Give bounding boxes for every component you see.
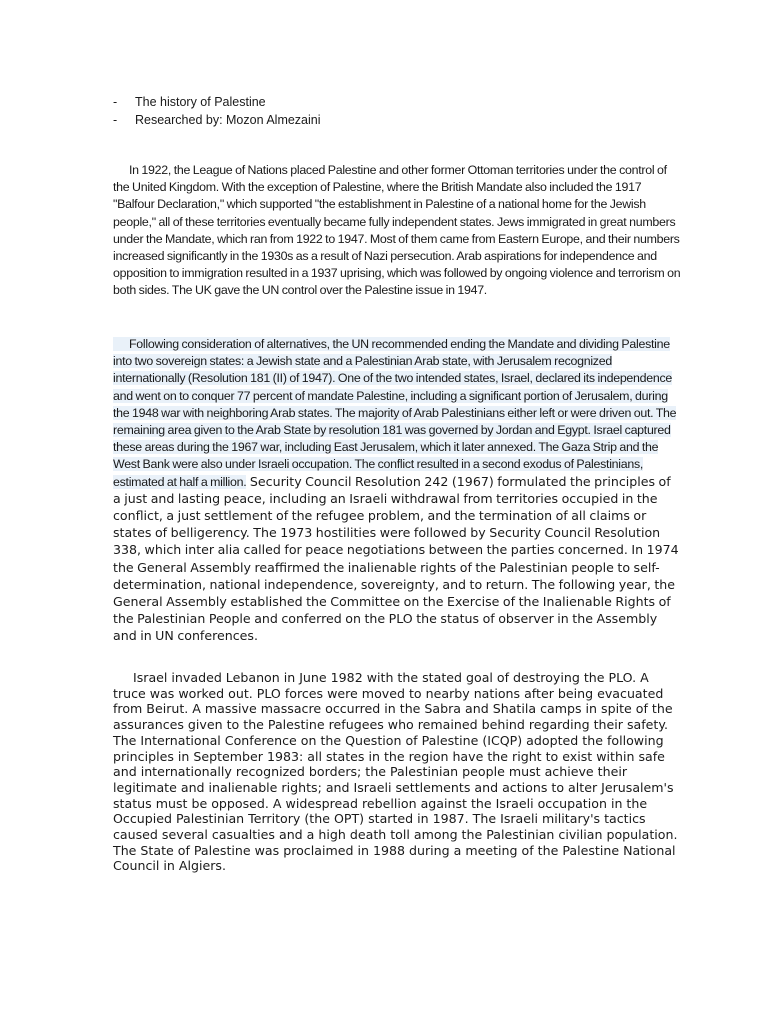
bullet-list	[113, 93, 673, 129]
paragraph-1982-lebanon	[113, 670, 681, 874]
bullet-item-author	[113, 111, 673, 129]
highlighted-text-selection[interactable]	[113, 337, 676, 489]
bullet-marker: -	[113, 113, 118, 127]
paragraph-1922-mandate	[113, 162, 681, 300]
paragraph-3-text: Israel invaded Lebanon in June 1982 with the stated goal of destroying the PLO. A truce was worked out. PLO forces were moved to nearby nations after being evacuated from Beirut. A massive massacre occurred in the Sabra and Shatila camps in spite of the assurances given to the Palestine refugees who remained behind regarding their safety. The International Conference on the Question of Palestine (ICQP) adopted the following principles in September 1983: all states in the region have the right to exist within safe and internationally recognized borders; the Palestinian people must achieve their legitimate and inalienable rights; and Israeli settlements and actions to alter Jerusalem's status must be opposed. A widespread rebellion against the Israeli occupation in the Occupied Palestinian Territory (the OPT) started in 1987. The Israeli military's tactics caused several casualties and a high death toll among the Palestinian civilian population. The State of Palestine was proclaimed in 1988 during a meeting of the Palestine National Council in Algiers.	[113, 670, 678, 874]
paragraph-2-highlighted-text: Following consideration of alternatives, the UN recommended ending the Mandate and dividing Palestine into two sovereign states: a Jewish state and a Palestinian Arab state, with Jerusalem recognized internationally (Resolution 181 (II) of 1947). One of the two intended states, Israel, declared its independence and went on to conquer 77 percent of mandate Palestine, including a significant portion of Jerusalem, during the 1948 war with neighboring Arab states. The majority of Arab Palestinians either left or were driven out. The remaining area given to the Arab State by resolution 181 was governed by Jordan and Egypt. Israel captured these areas during the 1967 war, including East Jerusalem, which it later annexed. The Gaza Strip and the West Bank were also under Israeli occupation. The conflict resulted in a second exodus of Palestinians, estimated at half a million.	[113, 337, 677, 489]
bullet-item-title	[113, 93, 673, 111]
document-author: Researched by: Mozon Almezaini	[135, 113, 321, 127]
document-title: The history of Palestine	[135, 95, 266, 109]
paragraph-1-text: In 1922, the League of Nations placed Palestine and other former Ottoman territories under the control of the United Kingdom. With the exception of Palestine, where the British Mandate also included the 1917 "Balfour Declaration," which supported "the establishment in Palestine of a national home for the Jewish people," all of these territories eventually became fully independent states. Jews immigrated in great numbers under the Mandate, which ran from 1922 to 1947. Most of them came from Eastern Europe, and their numbers increased significantly in the 1930s as a result of Nazi persecution. Arab aspirations for independence and opposition to immigration resulted in a 1937 uprising, which was followed by ongoing violence and terrorism on both sides. The UK gave the UN control over the Palestine issue in 1947.	[113, 163, 681, 298]
bullet-marker: -	[113, 95, 118, 109]
paragraph-partition	[113, 336, 681, 646]
paragraph-2-rest-text: Security Council Resolution 242 (1967) formulated the principles of a just and lasting peace, including an Israeli withdrawal from territories occupied in the conflict, a just settlement of the refugee problem, and the termination of all claims or states of belligerency. The 1973 hostilities were followed by Security Council Resolution 338, which inter alia called for peace negotiations between the parties concerned. In 1974 the General Assembly reaffirmed the inalienable rights of the Palestinian people to self-determination, national independence, sovereignty, and to return. The following year, the General Assembly established the Committee on the Exercise of the Inalienable Rights of the Palestinian People and conferred on the PLO the status of observer in the Assembly and in UN conferences.	[113, 473, 679, 644]
